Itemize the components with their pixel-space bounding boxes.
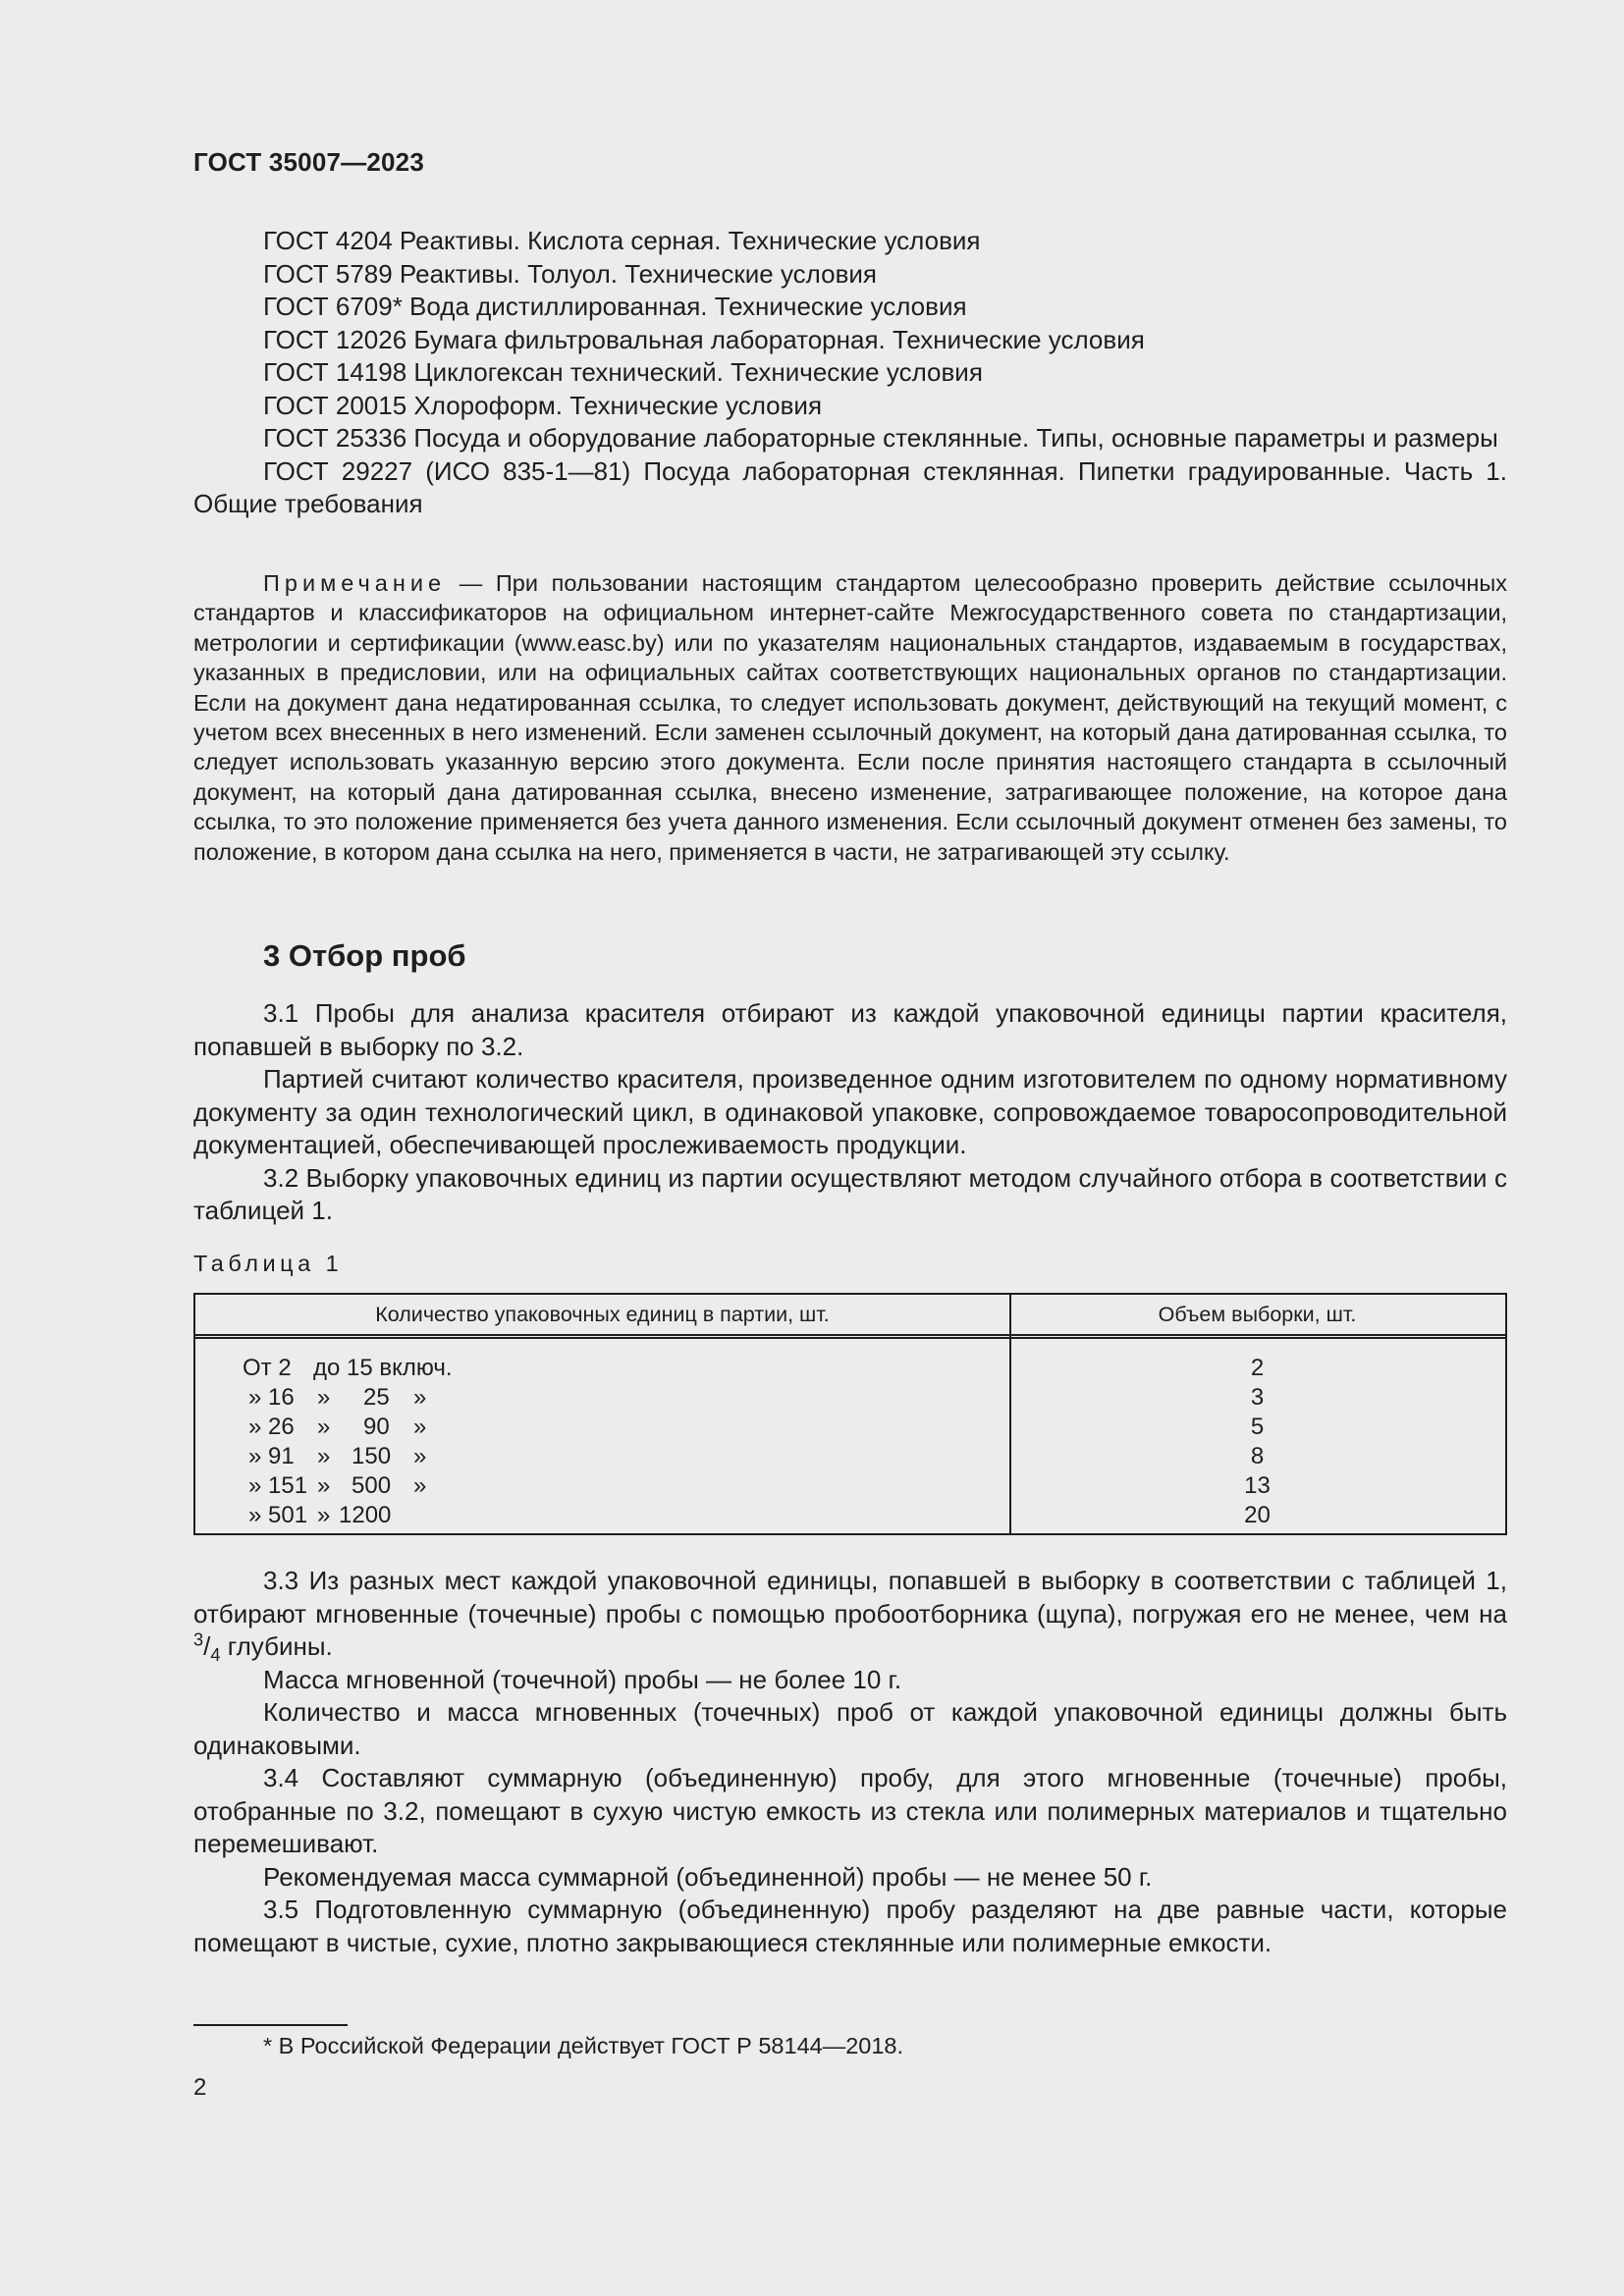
reference-item: ГОСТ 20015 Хлороформ. Технические условия (263, 390, 823, 420)
paragraph (193, 1565, 1507, 1664)
paragraph-part: глубины. (220, 1631, 333, 1661)
reference-item: ГОСТ 29227 (ИСО 835-1—81) Посуда лабораторная стеклянная. Пипетки градуированные. Часть 1. Общие требования (193, 455, 1507, 518)
footnote: * В Российской Федерации действует ГОСТ Р 58144—2018. (263, 2033, 904, 2058)
note-text: — При пользовании настоящим стандартом целесообразно проверить действие ссылочных стандартов и классификаторов на официальном интернет-сайте Межгосударственного совета по стандартизации, метрологии и сертификации (www.easc.by) или по указателям национальных стандартов, издаваемым в государствах, указанных в предисловии, или на официальных сайтах соответствующих национальных органов по стандартизации. Если на документ дана недатированная ссылка, то следует использовать документ, действующий на текущий момент, с учетом всех внесенных в него изменений. Если заменен ссылочный документ, на который дана датированная ссылка, то следует использовать указанную версию этого документа. Если после принятия настоящего стандарта в ссылочный документ, на который дана датированная ссылка, внесено изменение, затрагивающее положение, на которое дана ссылка, то это положение применяется без учета данного изменения. Если ссылочный документ отменен без замены, то положение, в котором дана ссылка на него, применяется в части, не затрагивающей эту ссылку. (193, 570, 1507, 865)
note-label: Примечание (263, 570, 447, 596)
paragraph: Партией считают количество красителя, произведенное одним изготовителем по одному нормативному документу за один технологический цикл, в одинаковой упаковке, сопровождаемое товаросопроводительной документацией, обеспечивающей прослеживаемость продукции. (193, 1064, 1507, 1159)
table-row (195, 1383, 1505, 1413)
reference-item: ГОСТ 25336 Посуда и оборудование лабораторные стеклянные. Типы, основные параметры и размеры (263, 423, 1498, 453)
table-row (195, 1471, 1505, 1501)
range-to: 1200 (339, 1502, 392, 1528)
paragraph: Количество и масса мгновенных (точечных) проб от каждой упаковочной единицы должны быть одинаковыми. (193, 1697, 1507, 1760)
range-to: 500 (352, 1472, 392, 1499)
table-header-row (195, 1295, 1505, 1339)
normative-references (193, 225, 1507, 521)
table-row (195, 1413, 1505, 1442)
reference-item: ГОСТ 5789 Реактивы. Толуол. Технические условия (263, 258, 878, 289)
sample-size-cell: 20 (1244, 1502, 1271, 1528)
table-header-sample-size: Объем выборки, шт. (1158, 1303, 1357, 1326)
table-row (195, 1501, 1505, 1530)
paragraph: Рекомендуемая масса суммарной (объединенной) пробы — не менее 50 г. (263, 1861, 1153, 1892)
range-to: 25 (363, 1384, 390, 1411)
fraction-slash: / (203, 1631, 211, 1661)
note-block (193, 568, 1507, 867)
section-body-top (193, 997, 1507, 1228)
range-mark: » (317, 1502, 331, 1528)
page-number: 2 (193, 2074, 207, 2101)
range-from: » 151 (248, 1472, 308, 1499)
reference-item: ГОСТ 4204 Реактивы. Кислота серная. Технические условия (263, 226, 981, 255)
range-mark: » (413, 1384, 427, 1411)
reference-item: ГОСТ 12026 Бумага фильтровальная лабораторная. Технические условия (263, 324, 1145, 354)
section-title: 3 Отбор проб (263, 938, 466, 973)
paragraph: 3.4 Составляют суммарную (объединенную) пробу, для этого мгновенные (точечные) пробы, отобранные по 3.2, помещают в сухую чистую емкость из стекла или полимерных материалов и тщательно перемешивают. (193, 1763, 1507, 1858)
range-mark: » (317, 1443, 331, 1469)
footnote-separator (193, 2024, 348, 2026)
sample-size-cell: 3 (1250, 1384, 1265, 1411)
table-caption: Таблица 1 (193, 1251, 344, 1276)
range-from: » 501 (248, 1502, 308, 1528)
range-mark: » (317, 1414, 331, 1440)
sample-size-cell: 2 (1250, 1355, 1265, 1381)
range-from: » 16 (248, 1384, 295, 1411)
range-to: до 15 включ. (313, 1355, 453, 1381)
range-to: 150 (352, 1443, 392, 1469)
table-header-lot-size: Количество упаковочных единиц в партии, шт. (375, 1303, 830, 1326)
paragraph: Масса мгновенной (точечной) пробы — не более 10 г. (263, 1664, 902, 1694)
range-from: » 26 (248, 1414, 295, 1440)
document-header: ГОСТ 35007—2023 (193, 147, 424, 177)
paragraph-part: 3.3 Из разных мест каждой упаковочной единицы, попавшей в выборку в соответствии с таблицей 1, отбирают мгновенные (точечные) пробы с помощью пробоотборника (щупа), погружая его не менее, чем на (193, 1566, 1507, 1629)
sample-size-cell: 5 (1250, 1414, 1265, 1440)
fraction-denominator: 4 (210, 1645, 221, 1666)
table-row (195, 1354, 1505, 1383)
table-body (195, 1354, 1505, 1530)
paragraph: 3.5 Подготовленную суммарную (объединенную) пробу разделяют на две равные части, которые помещают в чистые, сухие, плотно закрывающиеся стеклянные или полимерные емкости. (193, 1895, 1507, 1957)
fraction-numerator: 3 (193, 1629, 204, 1650)
range-mark: » (413, 1472, 427, 1499)
range-mark: » (413, 1443, 427, 1469)
table-row (195, 1442, 1505, 1471)
paragraph: 3.2 Выборку упаковочных единиц из партии осуществляют методом случайного отбора в соответствии с таблицей 1. (193, 1162, 1507, 1225)
reference-item: ГОСТ 6709* Вода дистиллированная. Технические условия (263, 292, 967, 321)
range-mark: » (317, 1384, 331, 1411)
range-mark: » (317, 1472, 331, 1499)
range-from: » 91 (248, 1443, 295, 1469)
paragraph: 3.1 Пробы для анализа красителя отбирают из каждой упаковочной единицы партии красителя, попавшей в выборку по 3.2. (193, 998, 1507, 1061)
sampling-table (193, 1293, 1507, 1535)
range-mark: » (413, 1414, 427, 1440)
range-from: От 2 (243, 1355, 292, 1381)
sample-size-cell: 8 (1250, 1443, 1265, 1469)
sample-size-cell: 13 (1244, 1472, 1271, 1499)
section-body-bottom (193, 1565, 1507, 1959)
range-to: 90 (363, 1414, 390, 1440)
reference-item: ГОСТ 14198 Циклогексан технический. Технические условия (263, 357, 983, 387)
